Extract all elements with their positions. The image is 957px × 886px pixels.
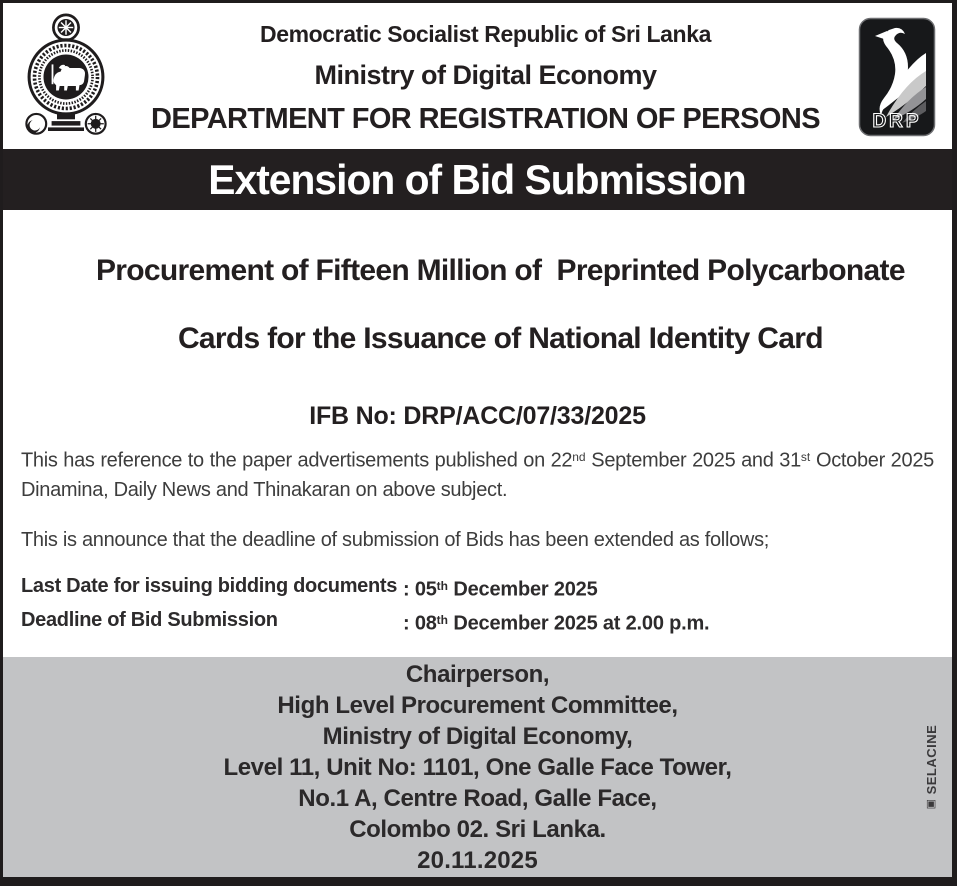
address-line: Colombo 02. Sri Lanka. [349, 815, 606, 843]
ifb-number: IFB No: DRP/ACC/07/33/2025 [309, 402, 646, 430]
address-block [3, 657, 952, 877]
subject-heading: Procurement of Fifteen Million of Preprinted Polycarbonate Cards for the Issuance of National Identity Card [96, 254, 905, 355]
selacine-credit [917, 725, 948, 810]
title-band [3, 149, 952, 210]
drp-logo-text: DRP [872, 111, 922, 132]
notice-title: Extension of Bid Submission [208, 155, 747, 203]
address-line: No.1 A, Centre Road, Galle Face, [298, 784, 657, 812]
paragraph-reference: This has reference to the paper advertisements published on 22nd September 2025 and 31st October 2025 Dinamina, Daily News and Thinakaran on above subject. [21, 449, 934, 502]
paragraph-announce: This is announce that the deadline of submission of Bids has been extended as follows; [21, 529, 770, 552]
notice-date: 20.11.2025 [417, 846, 538, 874]
date-row-issuing: Last Date for issuing bidding documents : 05th December 2025 [21, 575, 598, 601]
selacine-logo-icon: ▣ [925, 798, 938, 810]
drp-swan-logo-icon [858, 17, 936, 137]
address-line: Level 11, Unit No: 1101, One Galle Face Tower, [223, 753, 732, 781]
notice-body [3, 210, 952, 657]
header [3, 3, 952, 149]
deadline-table [21, 571, 934, 638]
address-line: Ministry of Digital Economy, [322, 722, 633, 750]
selacine-name: SELACINE [924, 724, 940, 795]
ministry-title: Ministry of Digital Economy [314, 59, 657, 90]
header-titles [113, 19, 858, 136]
address-line: High Level Procurement Committee, [277, 691, 678, 719]
sri-lanka-national-emblem-icon [19, 11, 113, 143]
department-title: DEPARTMENT FOR REGISTRATION OF PERSONS [151, 102, 820, 135]
country-title: Democratic Socialist Republic of Sri Lanka [259, 20, 711, 47]
date-row-submission: Deadline of Bid Submission : 08th December 2025 at 2.00 p.m. [21, 608, 710, 635]
address-line: Chairperson, [405, 660, 550, 688]
